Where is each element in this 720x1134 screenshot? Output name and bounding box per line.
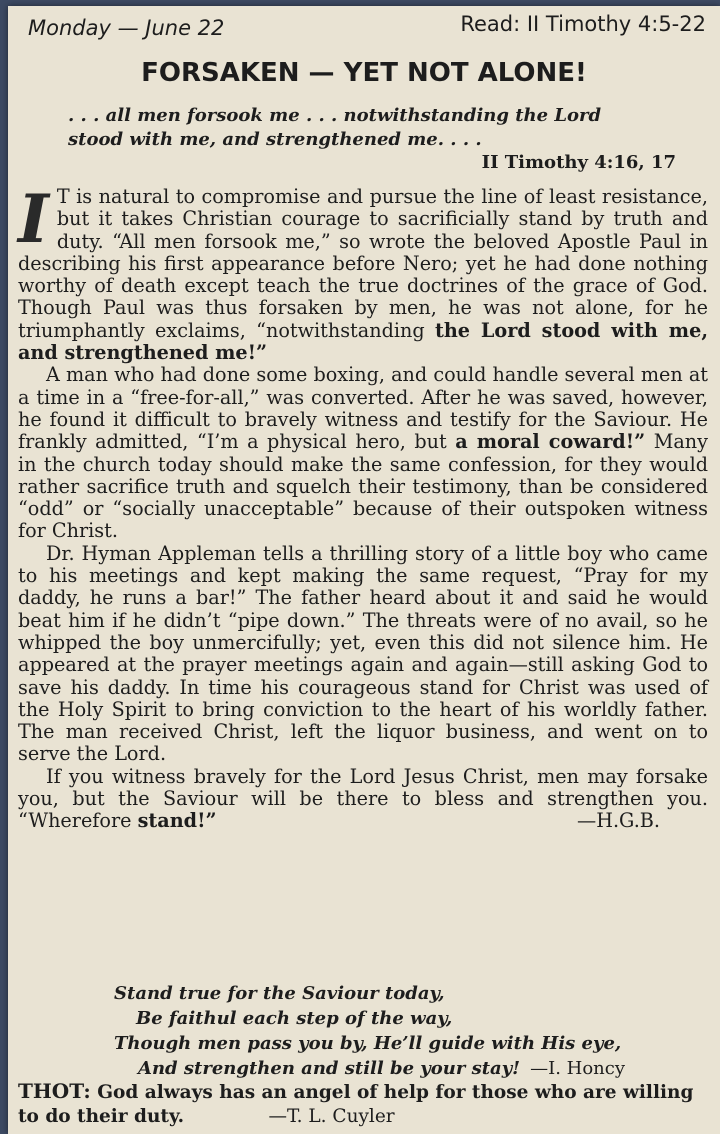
drop-cap: I xyxy=(18,180,49,258)
paragraph-2-emphasis: a moral coward!” xyxy=(455,430,646,454)
paragraph-1 xyxy=(18,180,709,365)
author-signature: —H.G.B. xyxy=(577,809,660,833)
thot-label: THOT: xyxy=(18,1079,91,1103)
date-label: Monday — June 22 xyxy=(28,16,225,40)
article-body xyxy=(18,180,709,833)
poem-line: Stand true for the Saviour today, xyxy=(114,983,445,1004)
paragraph-2-rest: Many in the church today should make the same confession, for they would rather sacrifice truth and squelch their testimony, than be considered “odd” or “socially unacceptable” because of their outspoken witness for Christ. xyxy=(18,430,708,543)
thought-for-day xyxy=(18,1079,714,1129)
reading-reference: Read: II Timothy 4:5-22 xyxy=(460,12,706,36)
paragraph-1-emphasis: the Lord stood with me, and strengthened me!” xyxy=(18,318,709,365)
paragraph-4-text: If you witness bravely for the Lord Jesus Christ, men may forsake you, but the Saviour will be there to bless and strengthen you. “Wherefore xyxy=(18,764,708,833)
page-title: FORSAKEN — YET NOT ALONE! xyxy=(141,58,587,88)
paragraph-2 xyxy=(18,364,708,542)
key-verse: . . . all men forsook me . . . notwithstanding the Lord stood with me, and strengthened me. . . . xyxy=(68,105,602,150)
paragraph-1-text: T is natural to compromise and pursue the line of least resistance, but it takes Christian courage to sacrificially stand by truth and duty. “All men forsook me,” so wrote the beloved Apostle Paul in describing his first appearance before Nero; yet he had done nothing worthy of death except teach the true doctrines of the grace of God. Though Paul was thus forsaken by men, he was not alone, for he triumphantly exclaims, “notwithstanding xyxy=(18,185,708,342)
thot-credit: —T. L. Cuyler xyxy=(268,1106,395,1127)
paragraph-2-text: A man who had done some boxing, and could handle several men at a time in a “free-for-all,” was converted. After he was saved, however, he found it difficult to bravely witness and testify for the Saviour. He frankly admitted, “I’m a physical hero, but xyxy=(18,363,708,454)
poem-line: Be faithul each step of the way, xyxy=(136,1008,453,1029)
page-header xyxy=(28,12,706,42)
paragraph-4 xyxy=(18,766,708,833)
poem-line-last xyxy=(114,1056,625,1081)
poem xyxy=(114,981,625,1081)
thot-text: God always has an angel of help for those who are willing to do their duty. xyxy=(18,1082,694,1127)
poem-author: —I. Honcy xyxy=(530,1058,626,1079)
poem-line-text: And strengthen and still be your stay! xyxy=(138,1058,521,1079)
paragraph-3: Dr. Hyman Appleman tells a thrilling story of a little boy who came to his meetings and kept making the same request, “Pray for my daddy, he runs a bar!” The father heard about it and said he would beat him if he didn’t “pipe down.” The threats were of no avail, so he whipped the boy unmercifully; yet, even this did not silence him. He appeared at the prayer meetings again and again—still asking God to save his daddy. In time his courageous stand for Christ was used of the Holy Spirit to bring conviction to the heart of his worldly father. The man received Christ, left the liquor business, and went on to serve the Lord. xyxy=(18,541,708,766)
poem-line: Though men pass you by, He’ll guide with His eye, xyxy=(114,1033,622,1054)
devotional-clipping xyxy=(8,6,720,1134)
paragraph-4-emphasis: stand!” xyxy=(137,809,217,833)
verse-reference: II Timothy 4:16, 17 xyxy=(481,152,676,173)
